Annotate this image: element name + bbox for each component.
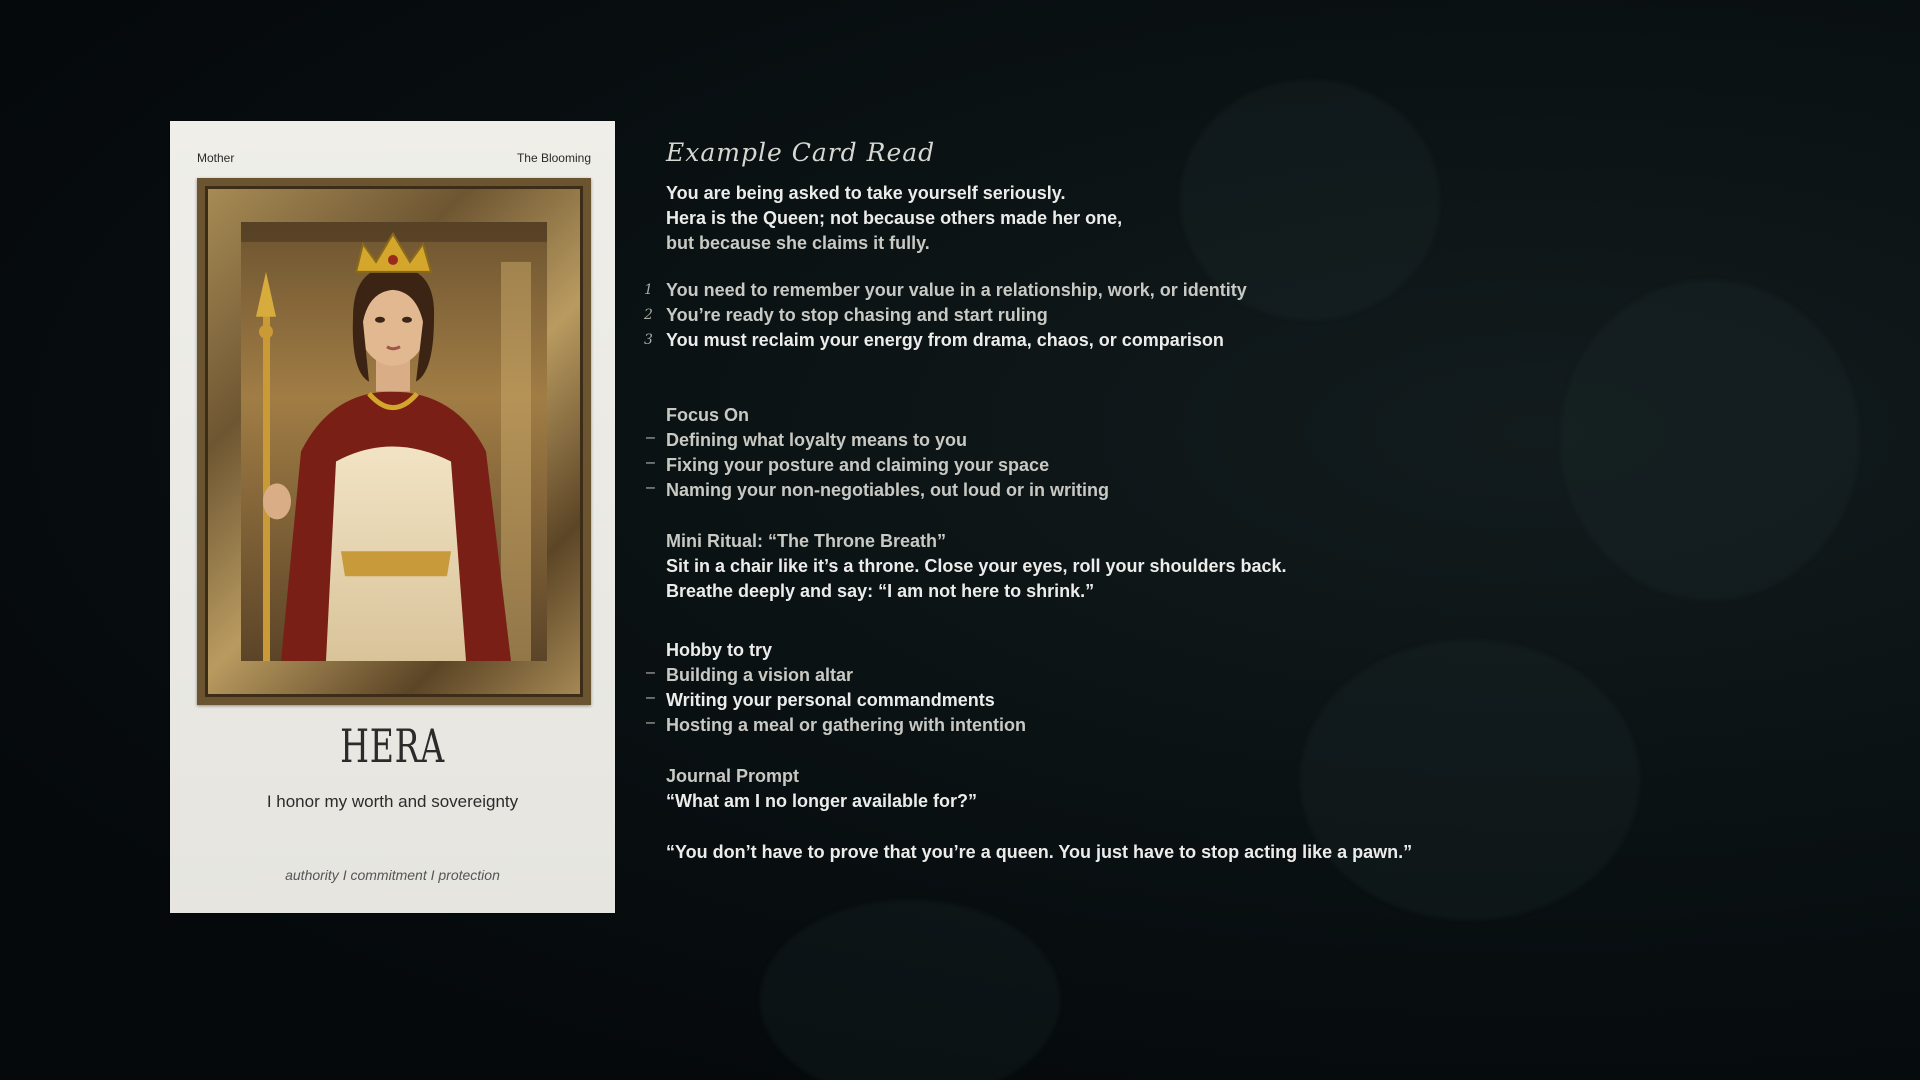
dash-marker: – xyxy=(646,664,655,681)
ritual-line: Sit in a chair like it’s a throne. Close your eyes, roll your shoulders back. xyxy=(666,556,1287,576)
ritual-heading: Mini Ritual: “The Throne Breath” xyxy=(666,531,947,551)
dash-marker: – xyxy=(646,429,655,446)
focus-heading: Focus On xyxy=(666,405,750,425)
focus-item xyxy=(646,478,1766,503)
intro-line: You are being asked to take yourself seriously. xyxy=(666,183,1066,203)
ritual-line: Breathe deeply and say: “I am not here to shrink.” xyxy=(666,581,1095,601)
card-read xyxy=(644,138,1766,865)
hobby-item-text: Hosting a meal or gathering with intention xyxy=(666,715,1027,735)
dash-marker: – xyxy=(646,479,655,496)
read-title: Example Card Read xyxy=(666,138,936,167)
hobby-item xyxy=(646,688,1766,713)
closing-quote: “You don’t have to prove that you’re a queen. You just have to stop acting like a pawn.” xyxy=(666,842,1413,862)
intro-line: but because she claims it fully. xyxy=(666,233,930,253)
numbered-item-text: You’re ready to stop chasing and start ruling xyxy=(666,305,1048,325)
oracle-card xyxy=(170,121,615,913)
card-keywords: authority I commitment I protection xyxy=(285,867,500,883)
numbered-item xyxy=(644,303,1766,328)
background-blob xyxy=(760,900,1060,1080)
numbered-item-text: You need to remember your value in a relationship, work, or identity xyxy=(666,280,1247,300)
portrait-area xyxy=(241,222,547,661)
hobby-item-text: Building a vision altar xyxy=(666,665,854,685)
hobby-item xyxy=(646,713,1766,738)
dash-marker: – xyxy=(646,714,655,731)
card-top-left-label: Mother xyxy=(197,151,235,165)
focus-item-text: Defining what loyalty means to you xyxy=(666,430,968,450)
card-affirmation: I honor my worth and sovereignty xyxy=(266,792,519,811)
numbered-item xyxy=(644,278,1766,303)
journal-prompt: “What am I no longer available for?” xyxy=(666,791,978,811)
number-marker: 1 xyxy=(644,282,653,298)
number-marker: 2 xyxy=(644,307,653,323)
focus-item xyxy=(646,453,1766,478)
queen-portrait xyxy=(241,222,547,661)
hobby-item-text: Writing your personal commandments xyxy=(666,690,995,710)
intro-line: Hera is the Queen; not because others made her one, xyxy=(666,208,1123,228)
focus-item xyxy=(646,428,1766,453)
focus-item-text: Fixing your posture and claiming your space xyxy=(666,455,1050,475)
focus-item-text: Naming your non-negotiables, out loud or in writing xyxy=(666,480,1109,500)
hobby-heading: Hobby to try xyxy=(666,640,772,660)
picture-frame xyxy=(197,178,591,705)
dash-marker: – xyxy=(646,454,655,471)
hobby-item xyxy=(646,663,1766,688)
number-marker: 3 xyxy=(644,332,653,348)
dash-marker: – xyxy=(646,689,655,706)
journal-heading: Journal Prompt xyxy=(666,766,800,786)
numbered-item xyxy=(644,328,1766,353)
card-top-right-label: The Blooming xyxy=(516,151,591,165)
numbered-item-text: You must reclaim your energy from drama, chaos, or comparison xyxy=(666,330,1224,350)
card-name: HERA xyxy=(340,719,445,773)
